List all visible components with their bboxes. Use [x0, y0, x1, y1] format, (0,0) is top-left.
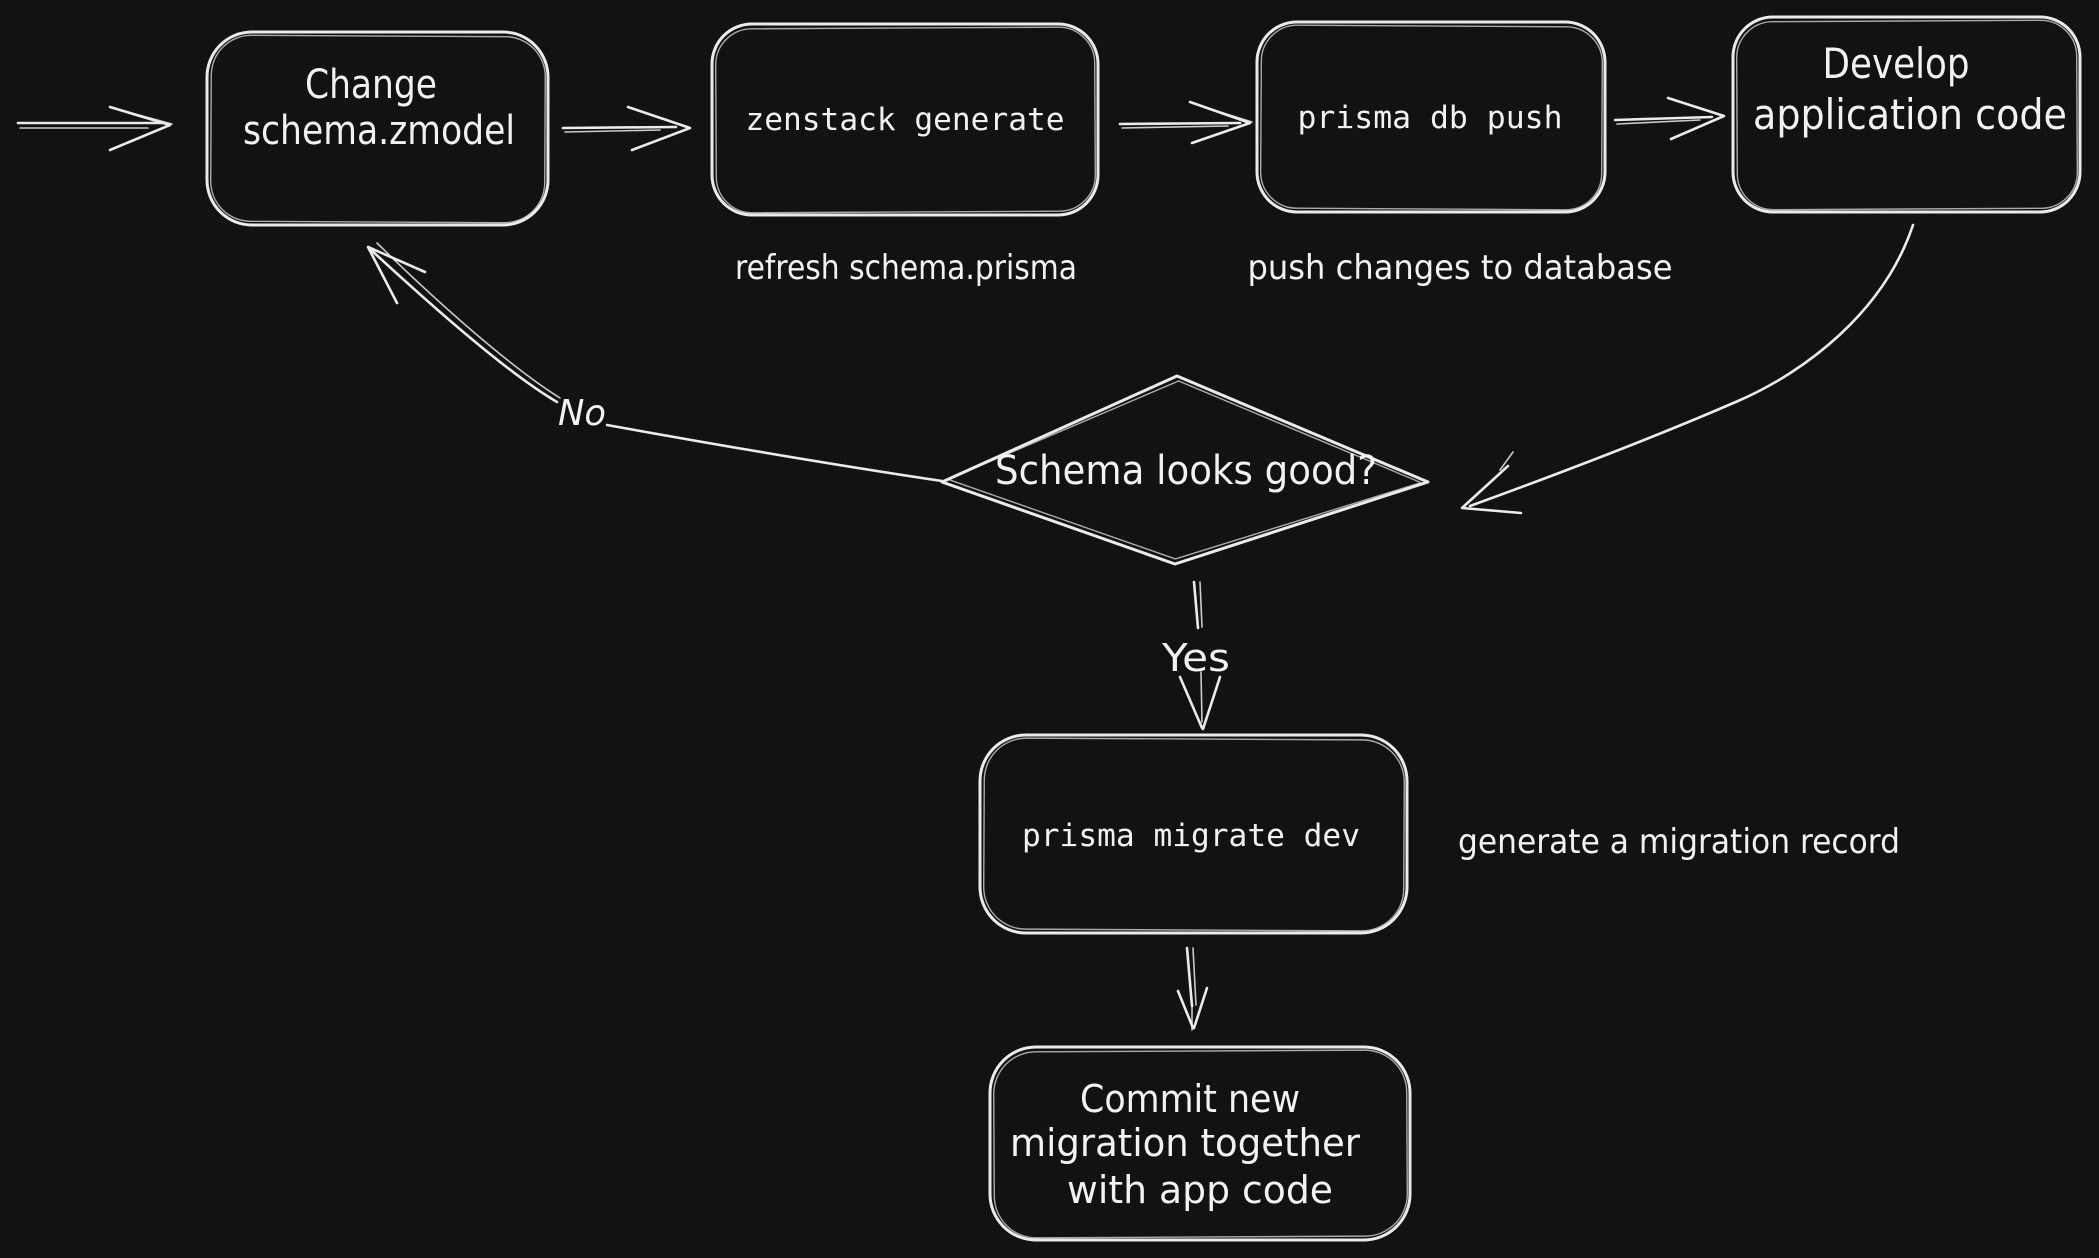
annotation-generate-migration-record: generate a migration record: [1458, 822, 1900, 862]
edge-label-yes: Yes: [1160, 636, 1230, 680]
node-prisma-migrate-dev-label: prisma migrate dev: [1022, 818, 1360, 854]
node-develop-code-label-line2: application code: [1753, 90, 2067, 139]
node-commit-migration-label-line2: migration together: [1010, 1121, 1361, 1165]
node-change-schema-label-line1: Change: [305, 62, 437, 108]
node-decision-label: Schema looks good?: [995, 448, 1377, 494]
node-change-schema-label-line2: schema.zmodel: [243, 108, 515, 154]
node-zenstack-generate-label: zenstack generate: [745, 102, 1065, 138]
arrow-shaft: [563, 127, 676, 128]
node-commit-migration-label-line3: with app code: [1067, 1168, 1333, 1212]
arrow-shaft: [1120, 123, 1240, 124]
annotation-refresh-schema-prisma: refresh schema.prisma: [735, 248, 1077, 288]
node-commit-migration-label-line1: Commit new: [1080, 1077, 1300, 1121]
edge-label-no: No: [558, 393, 606, 434]
node-prisma-db-push-label: prisma db push: [1297, 100, 1563, 136]
node-develop-code-label-line1: Develop: [1822, 39, 1970, 88]
annotation-push-changes-to-database: push changes to database: [1247, 248, 1673, 288]
